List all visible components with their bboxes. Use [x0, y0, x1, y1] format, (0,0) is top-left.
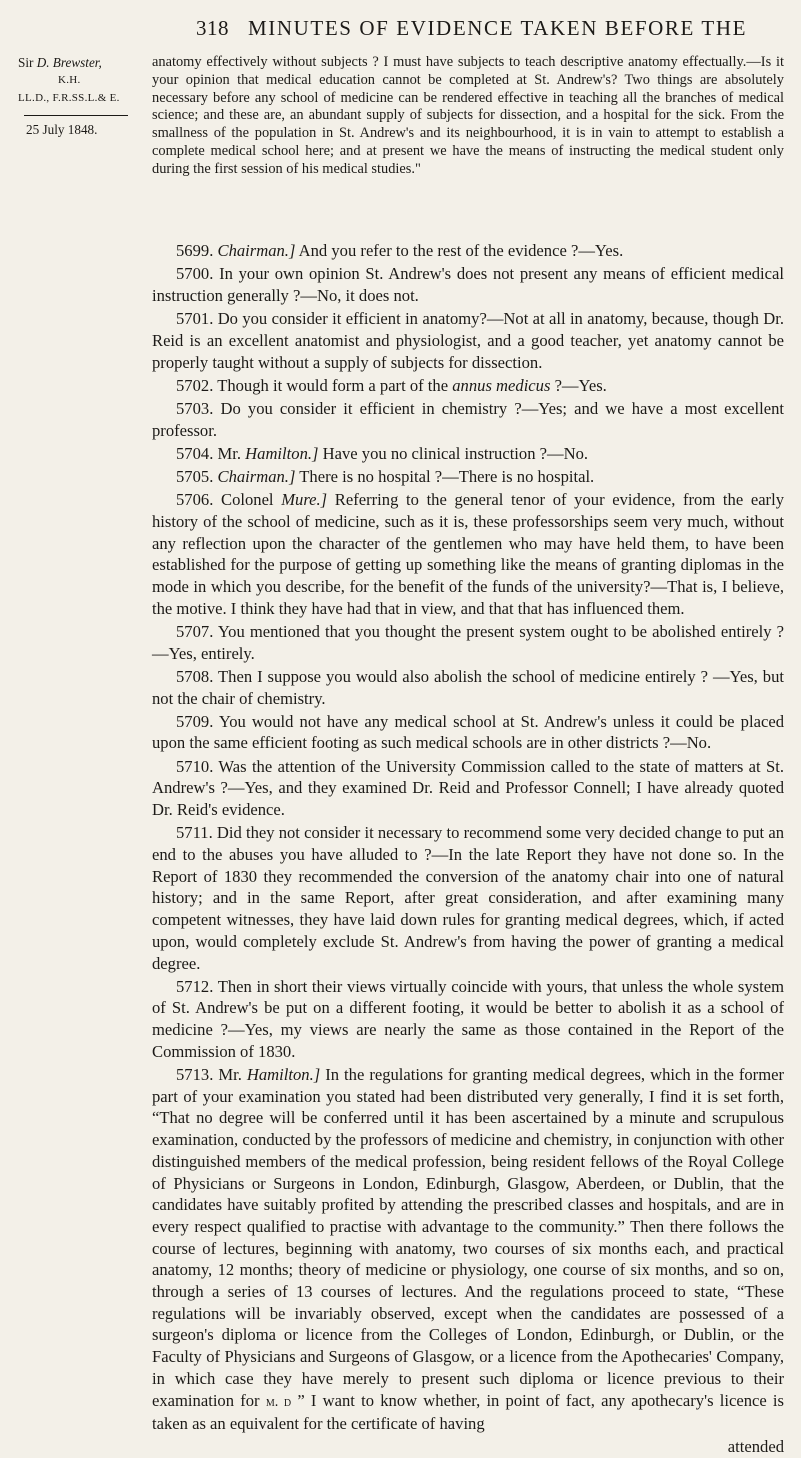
margin-note [18, 54, 140, 139]
question-paragraph: 5711. Did they not consider it necessary to recommend some very decided change to put an end to the abuses you have alluded to ?—In the late Report they have not done so. In the Report of 1830 they recommended the conversion of the anatomy chair into one of natural history; and in the same Report, after great consideration, and after examining many competent witnesses, they have laid down rules for granting medical degrees, which, if acted upon, would completely exclude St. Andrew's from having the power of granting a medical degree. [152, 823, 784, 973]
question-paragraph: 5699. Chairman.] And you refer to the rest of the evidence ?—Yes. [176, 241, 624, 260]
session-date: 25 July 1848. [26, 122, 98, 138]
minutes-body [152, 240, 784, 1458]
margin-rule [24, 115, 128, 116]
question-paragraph: 5710. Was the attention of the University Commission called to the state of matters at St. Andrew's ?—Yes, and they examined Dr. Reid and Professor Connell; I have already quoted Dr. Reid's evidence. [152, 756, 784, 820]
page-header [0, 14, 801, 44]
question-paragraph: 5702. Though it would form a part of the annus medicus ?—Yes. [176, 375, 607, 395]
question-paragraph: 5713. Mr. Hamilton.] In the regulations for granting medical degrees, which in the former part of your examination you stated had been distributed very generally, I find it is set forth, “That no degree will be conferred until it has been ascertained by a minute and scrupulous examination, conducted by the professors of medicine and chemistry, in conjunction with other distinguished members of the medical profession, being resident fellows of the Royal College of Physicians or Surgeons in London, Edinburgh, Glasgow, Aberdeen, or Dublin, that the candidates have suitably profited by attending the prescribed classes and hospitals, and are in every respect qualified to practise with advantage to the community.” Then there follows the course of lectures, beginning with anatomy, two courses of six months each, and practical anatomy, 12 months; theory of medicine or physiology, one course of six months, and so on, through a series of 13 courses of lectures. And the regulations proceed to state, “These regulations will be invariably observed, except when the candidates are possessed of a surgeon's diploma or licence from the Colleges of London, Edinburgh, or Dublin, or the Faculty of Physicians and Surgeons of Glasgow, or a licence from the Apothecaries' Company, in which case they have merely to present such diploma or licence previous to their examination for m. d ” I want to know whether, in point of fact, any apothecary's licence is taken as an equivalent for the certificate of having [152, 1065, 784, 1434]
witness-credentials-1: K.H. [58, 73, 81, 86]
question-paragraph: 5700. In your own opinion St. Andrew's does not present any means of efficient medical instruction generally ?—No, it does not. [152, 264, 784, 305]
question-paragraph: 5701. Do you consider it efficient in anatomy?—Not at all in anatomy, because, though Dr. Reid is an excellent anatomist and physiologist, and a good teacher, yet anatomy cannot be properly taught without a supply of subjects for dissection. [152, 309, 784, 372]
witness-credentials-2: LL.D., F.R.SS.L.& E. [18, 91, 120, 104]
question-paragraph: 5705. Chairman.] There is no hospital ?—There is no hospital. [176, 467, 595, 487]
question-paragraph: 5703. Do you consider it efficient in chemistry ?—Yes; and we have a most excellent professor. [152, 398, 784, 440]
question-paragraph: 5706. Colonel Mure.] Referring to the general tenor of your evidence, from the early history of the school of medicine, such as it is, these professorships seem very much, without any reflection upon the character of the gentlemen who may have held them, to have been established for the purpose of getting up something like the means of granting diplomas in the mode in which you describe, for the benefit of the funds of the university?—That is, I believe, the motive. I think they have had that in view, and that that has influenced them. [152, 490, 784, 618]
page-number: 318 [196, 16, 229, 40]
witness-name: Sir D. Brewster, [18, 55, 102, 70]
running-head: MINUTES OF EVIDENCE TAKEN BEFORE THE [248, 16, 748, 40]
question-paragraph: 5712. Then in short their views virtually coincide with yours, that unless the whole system of St. Andrew's be put on a different footing, it would be better to abolish it as a school of medicine ?—Yes, my views are nearly the same as those contained in the Report of the Commission of 1830. [152, 976, 784, 1061]
catchword: attended [727, 1437, 784, 1457]
question-paragraph: 5707. You mentioned that you thought the present system ought to be abolished entirely ?—Yes, entirely. [152, 621, 784, 663]
question-paragraph: 5708. Then I suppose you would also abolish the school of medicine entirely ? —Yes, but not the chair of chemistry. [152, 666, 784, 708]
quoted-evidence: anatomy effectively without subjects ? I must have subjects to teach descriptive anatomy effectually.—Is it your opinion that medical education cannot be completed at St. Andrew's? Two things are absolutely necessary before any school of medicine can be rendered effective in teaching all the branches of medical science; and these are, an abundant supply of subjects for dissection, and a hospital for the sick. From the smallness of the population in St. Andrew's and its neighbourhood, it is in vain to attempt to establish a complete medical school here; and at present we have the means of instructing the medical student only during the first session of his medical studies." [152, 54, 784, 177]
question-paragraph: 5709. You would not have any medical school at St. Andrew's unless it could be placed upon the same efficient footing as such medical schools are in other districts ?—No. [152, 711, 784, 753]
question-paragraph: 5704. Mr. Hamilton.] Have you no clinical instruction ?—No. [176, 443, 589, 463]
